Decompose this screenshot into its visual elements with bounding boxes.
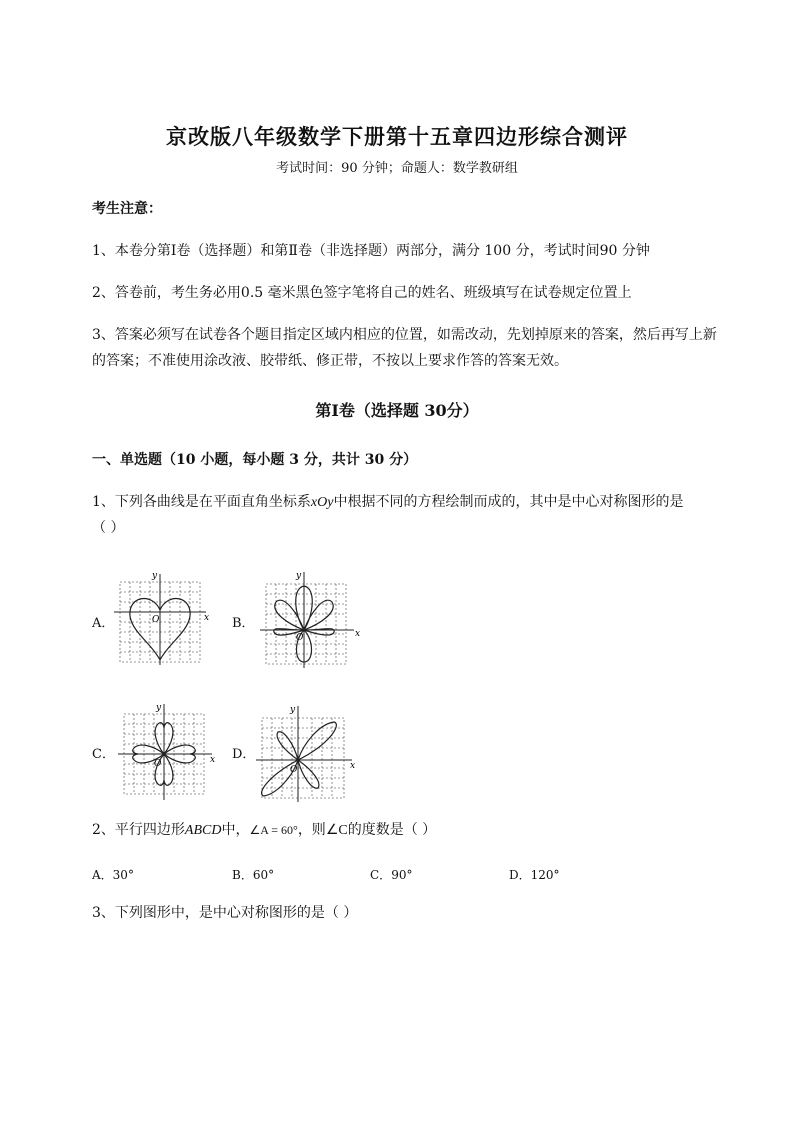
q2-text-b: 中， bbox=[221, 822, 250, 838]
origin-label: O bbox=[154, 759, 162, 769]
part-heading: 一、单选题（10 小题，每小题 3 分，共计 30 分） bbox=[92, 452, 418, 468]
origin-label: O bbox=[290, 765, 298, 775]
origin-label: O bbox=[296, 633, 304, 643]
q2-option-a-value: 30° bbox=[112, 868, 134, 882]
q2-option-b[interactable] bbox=[232, 866, 274, 883]
notice-item-1: 1、本卷分第Ⅰ卷（选择题）和第Ⅱ卷（非选择题）两部分，满分 100 分，考试时间90 分钟 bbox=[92, 243, 650, 259]
q2-option-c-value: 90° bbox=[391, 868, 413, 882]
q1-option-d-label[interactable]: D． bbox=[232, 747, 256, 762]
question-3-text: 3、下列图形中，是中心对称图形的是（ ） bbox=[92, 905, 358, 921]
q2-option-c[interactable] bbox=[370, 866, 412, 883]
notice-item-3: 3、答案必须写在试卷各个题目指定区域内相应的位置，如需改动，先划掉原来的答案，然后再写上新 bbox=[92, 327, 717, 343]
y-axis-label: y bbox=[296, 571, 302, 581]
x-axis-label: x bbox=[210, 755, 216, 765]
notice-item-3-cont: 的答案；不准使用涂改液、胶带纸、修正带，不按以上要求作答的答案无效。 bbox=[92, 353, 568, 369]
q1-option-a-label[interactable]: A． bbox=[92, 616, 115, 631]
x-axis-label: x bbox=[355, 629, 361, 639]
q1-option-c-graph[interactable] bbox=[116, 700, 221, 800]
diagonal-petal-curve bbox=[262, 722, 337, 796]
question-1-text bbox=[92, 489, 683, 516]
q2-option-a-label: A． bbox=[92, 868, 113, 882]
exam-info: 考试时间：90 分钟；命题人：数学教研组 bbox=[276, 161, 518, 176]
q2-option-b-value: 60° bbox=[252, 868, 275, 882]
x-axis-label: x bbox=[350, 761, 356, 771]
page-title: 京改版八年级数学下册第十五章四边形综合测评 bbox=[166, 124, 628, 149]
q1-option-a-graph[interactable] bbox=[112, 570, 212, 665]
q2-angle-c: ∠C bbox=[325, 823, 348, 838]
q1-var: xOy bbox=[310, 495, 334, 510]
q2-var-abcd: ABCD bbox=[184, 823, 222, 838]
q1-text-after: 中根据不同的方程绘制而成的，其中是中心对称图形的是 bbox=[333, 494, 684, 510]
q1-text-before: 1、下列各曲线是在平面直角坐标系 bbox=[92, 494, 311, 510]
section-title: 第Ⅰ卷（选择题 30分） bbox=[315, 401, 479, 420]
q1-option-b-graph[interactable] bbox=[258, 568, 363, 668]
y-axis-label: y bbox=[152, 571, 158, 581]
q2-option-d[interactable] bbox=[509, 866, 560, 883]
y-axis-label: y bbox=[290, 705, 296, 715]
notice-heading: 考生注意： bbox=[92, 201, 162, 217]
q2-text-a: 2、平行四边形 bbox=[92, 822, 185, 838]
x-axis-label: x bbox=[204, 613, 210, 623]
q2-option-d-value: 120° bbox=[530, 868, 560, 882]
q1-option-b-label[interactable]: B． bbox=[232, 616, 255, 631]
question-1-blank: （ ） bbox=[92, 520, 125, 536]
q1-option-d-graph[interactable] bbox=[254, 702, 359, 802]
origin-label: O bbox=[152, 615, 160, 625]
q2-option-a[interactable] bbox=[92, 866, 134, 883]
q2-option-d-label: D． bbox=[509, 868, 531, 882]
question-2-text bbox=[92, 817, 436, 844]
q2-option-b-label: B． bbox=[232, 868, 253, 882]
q2-text-d: 的度数是（ ） bbox=[347, 822, 437, 838]
q2-text-c: ，则 bbox=[297, 822, 326, 838]
q1-option-c-label[interactable]: C． bbox=[92, 747, 115, 762]
q2-angle-a: ∠A = 60° bbox=[249, 823, 298, 837]
y-axis-label: y bbox=[156, 703, 162, 713]
notice-item-2: 2、答卷前，考生务必用0.5 毫米黑色签字笔将自己的姓名、班级填写在试卷规定位置上 bbox=[92, 285, 632, 301]
q2-option-c-label: C． bbox=[370, 868, 392, 882]
